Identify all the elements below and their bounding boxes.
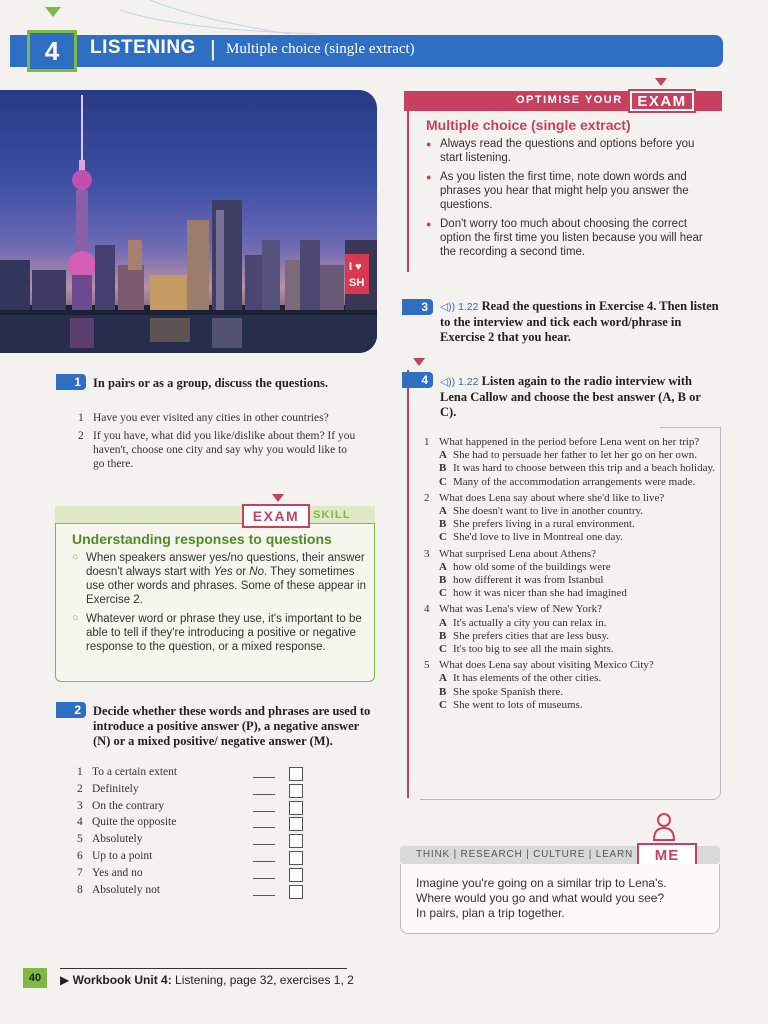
item-number: 5 (77, 833, 83, 846)
workbook-reference[interactable] (60, 973, 354, 987)
workbook-label: Workbook Unit 4: (72, 973, 172, 987)
question-item (424, 659, 720, 712)
down-arrow-icon (413, 358, 425, 366)
optimise-title: Multiple choice (single extract) (426, 117, 631, 133)
list-item (77, 816, 307, 833)
answer-option[interactable] (439, 672, 720, 685)
answer-option[interactable] (439, 574, 720, 587)
answer-options (439, 449, 720, 489)
audio-track: 1.22 (458, 376, 479, 388)
item-number: 6 (77, 849, 83, 862)
section-subtitle: Multiple choice (single extract) (226, 41, 415, 57)
item-text: Definitely (92, 782, 139, 795)
tick-box[interactable] (289, 767, 303, 781)
question-number: 3 (424, 547, 430, 560)
option-letter: C (439, 531, 447, 544)
point-text: or (232, 566, 250, 578)
item-text: Absolutely (92, 833, 143, 846)
point-yes: Yes (213, 566, 233, 578)
option-letter: A (439, 560, 447, 573)
item-text: Yes and no (92, 866, 143, 879)
list-item (77, 884, 307, 901)
item-number: 4 (77, 816, 83, 829)
option-text: how it was nicer than she had imagined (453, 587, 627, 600)
question-text: What was Lena's view of New York? (439, 603, 602, 616)
item-text: To a certain extent (92, 766, 178, 778)
footer-divider (60, 968, 347, 969)
option-letter: A (439, 672, 447, 685)
option-text: Many of the accommodation arrangements were made. (453, 475, 696, 488)
answer-blank[interactable] (253, 844, 275, 845)
option-text: She had to persuade her father to let her go on her own. (453, 449, 698, 462)
answer-option[interactable] (439, 587, 720, 600)
option-text: She doesn't want to live in another country. (453, 505, 644, 518)
think-line: In pairs, plan a trip together. (416, 906, 565, 920)
play-arrow-icon: ▶ (60, 973, 70, 987)
tick-box[interactable] (289, 885, 303, 899)
answer-option[interactable] (439, 643, 720, 656)
tip-item: ● As you listen the first time, note down words and phrases you hear that might help you answer the questions. (426, 170, 718, 212)
item-number: 1 (77, 766, 83, 778)
down-arrow-icon (655, 78, 667, 86)
tick-box[interactable] (289, 784, 303, 798)
think-text (416, 876, 712, 921)
item-number: 7 (77, 866, 83, 879)
think-line: Imagine you're going on a similar trip to Lena's. (416, 876, 667, 890)
think-learn-label: THINK | RESEARCH | CULTURE | LEARN (416, 849, 634, 860)
list-item (77, 800, 307, 817)
skill-title: Understanding responses to questions (72, 531, 332, 547)
option-letter: C (439, 587, 447, 600)
answer-options (439, 672, 720, 712)
answer-option[interactable] (439, 561, 720, 574)
exercise-3-number: 3 (402, 299, 433, 315)
point-text: Whatever word or phrase they use, it's important to be able to tell if they're introducing a positive or negative response to the question, or a mixed response. (86, 613, 362, 653)
list-item (78, 411, 358, 425)
decorative-lines (120, 0, 320, 34)
exam-badge: EXAM (628, 89, 696, 113)
tick-box[interactable] (289, 834, 303, 848)
item-number: 8 (77, 883, 83, 896)
answer-option[interactable] (439, 630, 720, 643)
option-text: how different it was from Istanbul (453, 574, 604, 587)
answer-blank[interactable] (253, 878, 275, 879)
unit-number: 4 (27, 30, 77, 72)
question-number: 5 (424, 659, 430, 672)
shanghai-skyline-photo (0, 90, 377, 353)
exercise-3-instruction (440, 299, 720, 345)
optimise-tips (426, 137, 718, 264)
list-item (77, 833, 307, 850)
audio-icon[interactable]: ◁)) (440, 301, 458, 313)
option-letter: A (439, 449, 447, 462)
question-text: What happened in the period before Lena went on her trip? (439, 436, 700, 448)
question-item (424, 436, 720, 489)
option-text: She'd love to live in Montreal one day. (453, 531, 623, 544)
option-text: She prefers cities that are less busy. (453, 629, 609, 642)
answer-option[interactable] (439, 699, 720, 712)
list-item (77, 783, 307, 800)
question-number: 4 (424, 603, 430, 616)
question-number: 2 (424, 491, 430, 504)
answer-option[interactable] (439, 476, 720, 489)
skill-label: SKILL (313, 509, 351, 521)
option-letter: B (439, 574, 447, 587)
item-number: 1 (78, 412, 84, 424)
option-letter: C (439, 475, 447, 488)
option-letter: C (439, 698, 447, 711)
exercise-2-number: 2 (56, 702, 86, 718)
answer-option[interactable] (439, 518, 720, 531)
audio-icon[interactable]: ◁)) (440, 376, 458, 388)
skill-points (72, 551, 370, 659)
option-letter: C (439, 643, 447, 656)
question-item (424, 603, 720, 656)
sign-text-bottom: SH (349, 277, 365, 289)
answer-blank[interactable] (253, 895, 275, 896)
option-text: She prefers living in a rural environment. (453, 518, 635, 531)
tick-box[interactable] (289, 868, 303, 882)
item-number: 3 (77, 799, 83, 812)
exercise-4-number: 4 (402, 372, 433, 388)
option-letter: A (439, 505, 447, 518)
list-item (77, 850, 307, 867)
list-item (78, 429, 358, 471)
item-text: If you have, what did you like/dislike about them? If you haven't, choose one city and say why you would like to go there. (93, 430, 356, 470)
item-text: Absolutely not (92, 883, 161, 896)
skill-point (72, 551, 370, 607)
item-text: On the contrary (92, 799, 165, 812)
point-text: . They sometimes use other words and phrases. Some of these appear in Exercise 2. (86, 566, 367, 606)
think-line: Where would you go and what would you see? (416, 891, 665, 905)
sign-text-top: I ♥ (349, 261, 362, 273)
exercise-2-instruction: Decide whether these words and phrases are used to introduce a positive answer (P), a negative answer (N) or a mixed positive/ negative answer (M). (93, 704, 371, 748)
option-text: how old some of the buildings were (453, 560, 611, 573)
question-text: What does Lena say about visiting Mexico City? (439, 659, 654, 672)
option-text: She went to lots of museums. (453, 698, 583, 711)
answer-blank[interactable] (253, 777, 275, 778)
exercise-4-instruction (440, 374, 720, 420)
item-text: Have you ever visited any cities in other countries? (93, 412, 329, 424)
answer-option[interactable] (439, 462, 720, 475)
exam-badge: EXAM (242, 504, 310, 528)
list-item (77, 867, 307, 884)
point-text: When speakers answer yes/no questions, their answer doesn't always start with (86, 552, 365, 578)
page-number: 40 (23, 968, 47, 988)
answer-option[interactable] (439, 617, 720, 630)
exam-marker-line (407, 370, 409, 798)
option-letter: B (439, 462, 447, 475)
point-no: No (249, 566, 264, 578)
exercise-1-number: 1 (56, 374, 86, 390)
tick-box[interactable] (289, 817, 303, 831)
exercise-4-questions (424, 436, 720, 715)
skill-point (72, 612, 370, 654)
exercise-2-items (77, 766, 307, 900)
item-text: Up to a point (92, 849, 153, 862)
option-text: It was hard to choose between this trip and a beach holiday. (453, 462, 715, 475)
question-text: What does Lena say about where she'd like to live? (439, 491, 665, 504)
option-text: It has elements of the other cities. (453, 672, 602, 685)
option-letter: B (439, 518, 447, 531)
person-icon (652, 812, 676, 842)
tip-item: ● Always read the questions and options before you start listening. (426, 137, 718, 165)
exercise-1-instruction: In pairs or as a group, discuss the questions. (93, 376, 329, 390)
answer-option[interactable] (439, 686, 720, 699)
workbook-details: Listening, page 32, exercises 1, 2 (171, 973, 354, 987)
optimise-label: OPTIMISE YOUR (516, 94, 623, 106)
answer-option[interactable] (439, 505, 720, 518)
question-number: 1 (424, 436, 430, 448)
item-number: 2 (78, 430, 84, 442)
audio-track: 1.22 (458, 301, 479, 313)
option-letter: A (439, 616, 447, 629)
question-text: What surprised Lena about Athens? (439, 547, 597, 560)
skyline-illustration (0, 90, 377, 353)
list-item (77, 766, 307, 783)
answer-options (439, 505, 720, 545)
option-text: It's actually a city you can relax in. (453, 616, 607, 629)
item-text: Quite the opposite (92, 816, 177, 829)
option-letter: B (439, 629, 447, 642)
tip-item: ● Don't worry too much about choosing the correct option the first time you listen because you will hear the recording a second time. (426, 217, 718, 259)
title-separator: | (210, 36, 216, 61)
exercise-3-text: Read the questions in Exercise 4. Then listen to the interview and tick each word/phrase in Exercise 2 that you hear. (440, 299, 719, 344)
answer-blank[interactable] (253, 861, 275, 862)
me-badge: ME (637, 843, 697, 867)
answer-option[interactable] (439, 449, 720, 462)
option-letter: B (439, 685, 447, 698)
option-text: It's too big to see all the main sights. (453, 643, 614, 656)
answer-options (439, 561, 720, 601)
answer-blank[interactable] (253, 811, 275, 812)
answer-blank[interactable] (253, 827, 275, 828)
question-item (424, 548, 720, 601)
answer-option[interactable] (439, 531, 720, 544)
down-arrow-icon (272, 494, 284, 502)
tick-box[interactable] (289, 851, 303, 865)
option-text: She spoke Spanish there. (453, 685, 563, 698)
section-title: LISTENING (90, 37, 196, 58)
answer-options (439, 617, 720, 657)
exercise-4-text: Listen again to the radio interview with Lena Callow and choose the best answer (A, B or C). (440, 374, 701, 419)
down-arrow-icon (45, 7, 61, 17)
exercise-1-questions (78, 411, 358, 475)
tick-box[interactable] (289, 801, 303, 815)
question-item (424, 492, 720, 545)
answer-blank[interactable] (253, 794, 275, 795)
box-top-edge (660, 427, 721, 428)
item-number: 2 (77, 782, 83, 795)
